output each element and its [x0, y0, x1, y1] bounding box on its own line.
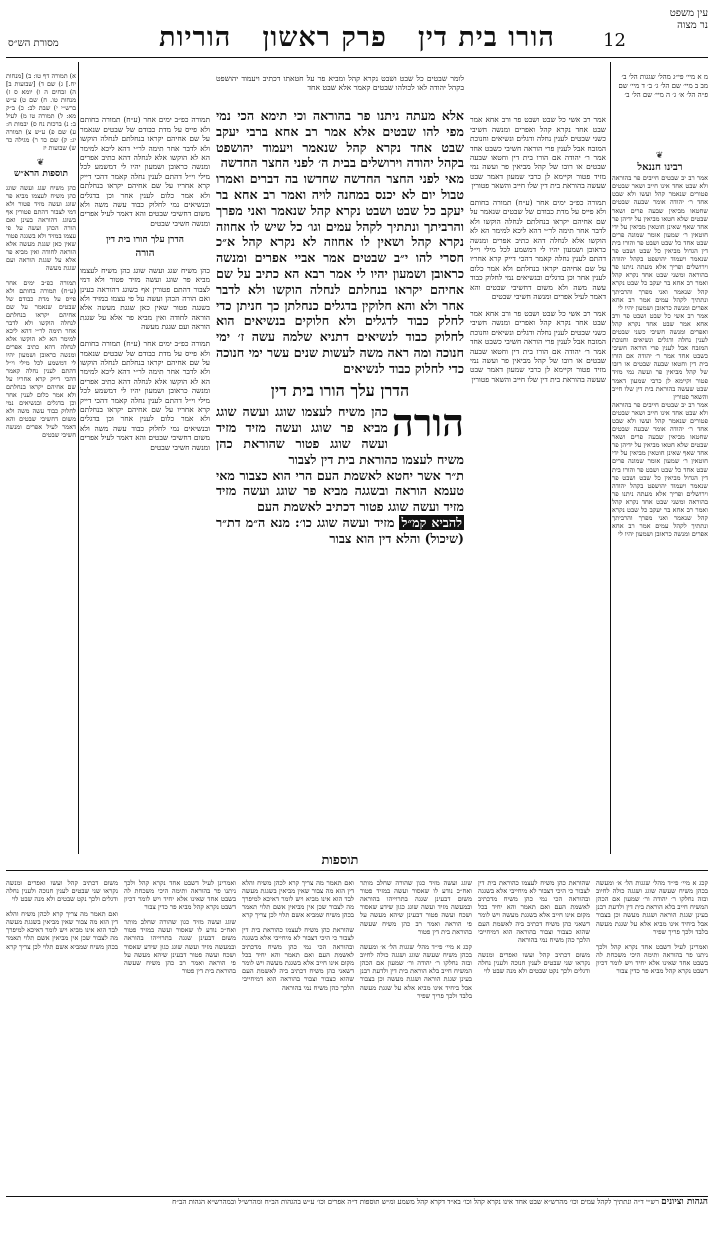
ornament-divider: ❦ — [655, 151, 665, 161]
bottom-text-1: קכג א מיי׳ פי״ד מהל׳ שגגות הל׳ א׳ ומעשה בכהן משיח שעשה שוגג ושגגה כולה לחיוב ובזה נחלקו ר׳ יהודה ור׳ שמעון אם הכהן המשיח חייב בלא הוראת בית דין ולדעת רבנן בעינן שגגת הוראה ושגגת מעשה וכן בצבור אבל ביחיד אינו מביא אלא על שגגת מעשה בלבד ולכך פריך שפיר — [596, 878, 708, 936]
column-divider — [78, 62, 79, 854]
column-divider — [610, 62, 611, 854]
rashi-top-text: לומר שבטים כל שבט ושבט נקרא קהל ומביא פר על חטאתו דכתיב ויעמוד יהושפט בקהל יהודה לאו לכולהו שבטים קאמר אלא שבט אחד — [216, 73, 464, 93]
chapter-end-heading: הדרן עלך הורו בית דין — [270, 380, 410, 400]
masoret-hashas-refs: א) תמורה דף טו: ב) [מנחות יח.] ג) שם ד) [שבועות ב] ה) זבחים ה ו) יומא ס ז) מנחות טו. ח) שם ט) ע״ש ברש״י י) שבת לב: כ) ב״ק מא: ל) תמורה טו מ) לעיל ב: נ) ברכות נח ס) יבמות ח: ע) שם פ) ע״ש צ) תמורה יג: ק) שם כד ר) מגילה כד ש) שבועות יז — [6, 72, 76, 153]
bottom-text-5b: שוגג ועשה מזיד כגון שהורה שחלב מותר ואח״כ נודע לו שאסור ועשה במזיד פטור משום דבעינן שגגה בתרוייהו בהוראה ובמעשה מזיד ועשה שוגג כגון שידע שאסור ושכח ועשה פטור דבעינן שיהא מעשה על פי הוראה ואמר רב כהן משיח שעשה בהוראת בית דין פטור — [124, 918, 236, 976]
bottom-column-4 — [242, 872, 354, 1194]
bottom-text-2b: משום דכתיב קהל ועשו ואפרים ומנשה נקראו שני שבטים לענין חנוכה ולענין נחלה ודגלים ולכך נקט שבטים ולא מנה שבט לוי — [478, 950, 590, 976]
rashi-text: אמר רב אשי כל שבט ושבט פר ורב אחא אמר שבט אחד נקרא קהל ואפרים ומנשה חשיבי כשני שבטים לענין נחלה ודגלים ונשיאים וחנוכת המזבח אבל לענין פרי הוראה חשיבי כשבט אחד אמר ר׳ יהודה אם הורו בית דין וחטאו שבעה שבטים או רובו של קהל מביאין פר ועשה נמי מזיד פטור וקיימא לן כרבי שמעון דאמר שבט שעשה בהוראת בית דין שלו חייב והשאר פטורין — [470, 115, 606, 191]
bottom-text-6b: ואם תאמר מה צריך קרא לכהן משיח והלא דין הוא מה צבור שאין מביאין בשגגת מעשה לבד הוא אינו מביא ויש לומר דאיכא למיפרך מה לצבור שכן אין מביאין אשם תלוי תאמר בכהן משיח שמביא אשם תלוי לכן צריך קרא — [6, 909, 118, 951]
gemara-line-end: מזיד ועשה שוגג כו׳: מנא ה״מ דת״ר (שיכול) והלא דין הוא צבור — [216, 514, 464, 546]
mishnah-opening-word: הורה — [391, 400, 464, 446]
rabbenu-chananel-text-cont: אמר רב יב שבטים חייבים פר בהוראה ולא שבט אחד אינו חייב ושאר שבטים פטורים שנאמר קהל ועשו ולא שבט אחד ר׳ יהודה אומר שבעה שבטים שחטאו מביאין שבעה פרים ושאר שבטים שלא חטאו מביאין על ידיהן פר אחד שאף שאינן חוטאין מביאין על ידי חוטאין ר׳ שמעון אומר שמונה פרים שבט אחד כל שבט ושבט פר והורו בית דין הגדול מביאין כל שבט ושבט פר שנאמר ויעמוד יהושפט בקהל יהודה וירושלים ופריך אלא מעתה ניתנו פר בהוראה ומשני שבט אחד נקרא קהל ואמר רב אחא בר יעקב כל שבט נקרא קהל שנאמר ואני מפרך והרביתך ונתתיך לקהל עמים אמר רב אחא אפרים ומנשה כראובן ושמעון יהיו לי — [612, 400, 708, 539]
gemara-column — [216, 108, 464, 852]
tosafot-text-3: תמורה כפ״ב ימים אחר (ע״ח) תמורה בחותם ולא פייס על מדת כבודם של שבטים שנאמר על שם אחיהם יקראו בנחלתם לנחלה הוקשו ולא לדבר אחר תימה לר״י דהא ליכא למימר הא לא הוקשו אלא לנחלה דהא כתיב אפרים ומנשה כראובן ושמעון יהיו לי דמשמע לכל מילי וי״ל דהתם לענין נחלה קאמר דהכי דייק קרא אחריו על שם אחיהם יקראו בנחלתם ולא אמר כלום לענין אחר וכן בדגלים ובנשיאים נמי לחלוק כבוד עשה משה ולא משום דחשיבי שבטים והא דאמר לעיל אפרים ומנשה חשיבי שבטים — [80, 339, 210, 452]
rabbenu-chananel-column — [612, 150, 708, 850]
tosafot-text: תמורה כפ״ב ימים אחר (ע״ח) תמורה בחותם ולא פייס על מדת כבודם של שבטים שנאמר על שם אחיהם יקראו בנחלתם לנחלה הוקשו ולא לדבר אחר תימה לר״י דהא ליכא למימר הא לא הוקשו אלא לנחלה דהא כתיב אפרים ומנשה כראובן ושמעון יהיו לי דמשמע לכל מילי וי״ל דהתם לענין נחלה קאמר דהכי דייק קרא אחריו על שם אחיהם יקראו בנחלתם ולא אמר כלום לענין אחר וכן בדגלים ובנשיאים נמי לחלוק כבוד עשה משה ולא משום דחשיבי שבטים והא דאמר לעיל אפרים ומנשה חשיבי שבטים — [80, 115, 210, 228]
tosafot-banner: תוספות — [321, 853, 359, 868]
header-rule — [6, 57, 708, 58]
tosafot-harosh-text-2: תמורה כפ״ב ימים אחר (ע״ח) תמורה בחותם ולא פייס על מדת כבודם של שבטים שנאמר על שם אחיהם יקראו בנחלתם לנחלה הוקשו ולא לדבר אחר תימה לר״י דהא ליכא למימר הא לא הוקשו אלא לנחלה דהא כתיב אפרים ומנשה כראובן ושמעון יהיו לי דמשמע לכל מילי וי״ל דהתם לענין נחלה קאמר דהכי דייק קרא אחריו על שם אחיהם יקראו בנחלתם ולא אמר כלום לענין אחר וכן בדגלים ובנשיאים נמי לחלוק כבוד עשה משה ולא משום דחשיבי שבטים והא דאמר לעיל אפרים ומנשה חשיבי שבטים — [6, 278, 76, 439]
footer-text: רש״י ד״ה ונתתיך לקהל עמים וכו׳ מהרש״א שבט אחד אינו נקרא קהל וכו׳ בא״ד דקרא קהל משמע ומ״ש תוספות ד״ה אפרים וכו׳ ע״ש בהגהות הב״ח ומהרש״ל ובמהרש״א — [207, 1198, 659, 1206]
left-margin-notes — [6, 66, 76, 852]
bottom-text-1b: ואמרינן לעיל דשבט אחד נקרא קהל ולכך ניתנו פר בהוראה ותימה היכי משכחת לה בשבט אחד שאינו אלא יחיד ויש לומר דכיון דשבט נקרא קהל מביא פר כדין צבור — [596, 942, 708, 976]
highlighted-phrase: להביא קמ״ל — [401, 514, 463, 530]
bottom-text-6: משום דכתיב קהל ועשו ואפרים ומנשה נקראו שני שבטים לענין חנוכה ולענין נחלה ודגלים ולכך נקט שבטים ולא מנה שבט לוי — [6, 878, 118, 903]
gemara-body: מאי לפני החצר החדשה שחדשו בה דברים ואמרו טבול יום לא יכנס במחנה לויה ואמר רב אחא בר יעקב כל שבט ושבט נקרא קהל שנאמר ואני מפרך והרביתך ונתתיך לקהל עמים וגו׳ כל שיש לו אחוזה נקרא קהל ושאין לו אחוזה לא נקרא קהל א״כ חסרי להו י״ב שבטים אמר אביי אפרים ומנשה כראובן ושמעון יהיו לי אמר רבא הא כתיב על שם אחיהם יקראו בנחלתם לנחלה הוקשו ולא לדבר אחר ולא והא חלוקין בדגלים כנחלתן כך חניתן כדי לחלק כבוד לדגלים ולא חלוקים בנשיאים הוא לחלוק כבוד לנשיאים דתניא שלמה עשה ז׳ ימי חנוכה ומה ראה משה לעשות שנים עשר ימי חנוכה כדי לחלוק כבוד לנשיאים — [216, 171, 464, 376]
bottom-text-3b: קכג א מיי׳ פי״ד מהל׳ שגגות הל׳ א׳ ומעשה בכהן משיח שעשה שוגג ושגגה כולה לחיוב ובזה נחלקו ר׳ יהודה ור׳ שמעון אם הכהן המשיח חייב בלא הוראת בית דין ולדעת רבנן בעינן שגגת הוראה ושגגת מעשה וכן בצבור אבל ביחיד אינו מביא אלא על שגגת מעשה בלבד ולכך פריך שפיר — [360, 942, 472, 1000]
ein-mishpat-label: עין משפט נר מצוה — [669, 8, 708, 31]
bottom-column-2 — [478, 872, 590, 1194]
bottom-column-6 — [6, 872, 118, 1194]
bottom-column-5 — [124, 872, 236, 1194]
bottom-text-4: ואם תאמר מה צריך קרא לכהן משיח והלא דין הוא מה צבור שאין מביאין בשגגת מעשה לבד הוא אינו מביא ויש לומר דאיכא למיפרך מה לצבור שכן אין מביאין אשם תלוי תאמר בכהן משיח שמביא אשם תלוי לכן צריך קרא — [242, 878, 354, 920]
bottom-text-2: שהוראת כהן משיח לעצמו כהוראת בית דין לצבור כי היכי דצבור לא מיחייבי אלא בשגגה ובהוראה הכי נמי כהן משיח מדכתיב לאשמת העם ואם תאמר והא יחיד בכל מקום אינו חייב אלא בשגגת מעשה ויש לומר דשאני כהן משיח דכתיב ביה לאשמת העם שהוא כצבור וצבור בהוראה הוא דמיחייבי הלכך כהן משיח נמי בהוראה — [478, 878, 590, 945]
page-number: 12 — [603, 30, 626, 51]
bottom-column-3 — [360, 872, 472, 1194]
rabbenu-chananel-text: אמר רב יב שבטים חייבים פר בהוראה ולא שבט אחד אינו חייב ושאר שבטים פטורים שנאמר קהל ועשו ולא שבט אחד ר׳ יהודה אומר שבעה שבטים שחטאו מביאין שבעה פרים ושאר שבטים שלא חטאו מביאין על ידיהן פר אחד שאף שאינן חוטאין מביאין על ידי חוטאין ר׳ שמעון אומר שמונה פרים שבט אחד כל שבט ושבט פר והורו בית דין הגדול מביאין כל שבט ושבט פר שנאמר ויעמוד יהושפט בקהל יהודה וירושלים ופריך אלא מעתה ניתנו פר בהוראה ומשני שבט אחד נקרא קהל ואמר רב אחא בר יעקב כל שבט נקרא קהל שנאמר ואני מפרך והרביתך ונתתיך לקהל עמים אמר רב אחא אפרים ומנשה כראובן ושמעון יהיו לי — [612, 174, 708, 312]
ornament-divider-left: ❦ — [36, 157, 46, 168]
bottom-text-3: שוגג ועשה מזיד כגון שהורה שחלב מותר ואח״כ נודע לו שאסור ועשה במזיד פטור משום דבעינן שגגה בתרוייהו בהוראה ובמעשה מזיד ועשה שוגג כגון שידע שאסור ושכח ועשה פטור דבעינן שיהא מעשה על פי הוראה ואמר רב כהן משיח שעשה בהוראת בית דין פטור — [360, 878, 472, 936]
bottom-column-1 — [596, 872, 708, 1194]
masoret-label: מסורת הש״ס — [8, 38, 59, 49]
footer-rule — [6, 1196, 708, 1197]
rashi-text-2: תמורה כפ״ב ימים אחר (ע״ח) תמורה בחותם ולא פייס על מדת כבודם של שבטים שנאמר על שם אחיהם יקראו בנחלתם לנחלה הוקשו ולא לדבר אחר תימה לר״י דהא ליכא למימר הא לא הוקשו אלא לנחלה דהא כתיב אפרים ומנשה כראובן ושמעון יהיו לי דמשמע לכל מילי וי״ל דהתם לענין נחלה קאמר דהכי דייק קרא אחריו על שם אחיהם יקראו בנחלתם ולא אמר כלום לענין אחר וכן בדגלים ובנשיאים נמי לחלוק כבוד עשה משה ולא משום דחשיבי שבטים והא דאמר לעיל אפרים ומנשה חשיבי שבטים — [470, 198, 606, 302]
tosafot-text-2: כהן משיח שגג ועשה שוגג כהן משיח לעצמו מביא פר שוגג ועשה מזיד פטור ולא דמי לצבור דהתם פטורין אף בשוגג דהוראה בעינן ואם הורה הכהן ועשה על פי עצמו במזיד ולא בשגגה פטור שאין כאן שגגת מעשה אלא הוראה לחודה ואין מביא פר אלא על שגגת הוראה ועם שגגת מעשה — [80, 265, 210, 332]
tosafot-chapter-end: הדרן עלך הורו בית דין — [106, 234, 184, 245]
page-title: הורו בית דין פרק ראשון הוריות — [159, 22, 555, 53]
tosafot-mishnah-label: הורה — [135, 248, 155, 260]
ein-mishpat-notes — [612, 66, 708, 146]
tosafot-harosh-heading: תוספות הרא״ש — [14, 168, 68, 179]
bottom-text-4b: שהוראת כהן משיח לעצמו כהוראת בית דין לצבור כי היכי דצבור לא מיחייבי אלא בשגגה ובהוראה הכי נמי כהן משיח מדכתיב לאשמת העם ואם תאמר והא יחיד בכל מקום אינו חייב אלא בשגגת מעשה ויש לומר דשאני כהן משיח דכתיב ביה לאשמת העם שהוא כצבור וצבור בהוראה הוא דמיחייבי הלכך כהן משיח נמי בהוראה — [242, 926, 354, 992]
rabbenu-chananel-heading: רבינו חננאל — [637, 162, 683, 174]
tosafot-harosh-text: כהן משיח שגג ועשה שוגג כהן משיח לעצמו מביא פר שוגג ועשה מזיד פטור ולא דמי לצבור דהתם פטורין אף בשוגג דהוראה בעינן ואם הורה הכהן ועשה על פי עצמו במזיד ולא בשגגה פטור שאין כאן שגגת מעשה אלא הוראה לחודה ואין מביא פר אלא על שגגת הוראה ועם שגגת מעשה — [6, 184, 76, 273]
rashi-column — [470, 108, 606, 852]
gemara-intro: אלא מעתה ניתנו פר בהוראה וכי תימא הכי נמי מפי להו שבטים אלא אמר רב אחא ברבי יעקב שבט אחד נקרא קהל שנאמר ויעמוד יהושפט בקהל יהודה וירושלים בבית ה׳ לפני החצר החדשה — [216, 108, 464, 171]
hagahot-label: הגהות הב״ח — [172, 1198, 206, 1206]
right-margin-text: אמר רב אשי כל שבט ושבט פר ורב אחא אמר שבט אחד נקרא קהל ואפרים ומנשה חשיבי כשני שבטים לענין נחלה ודגלים ונשיאים וחנוכת המזבח אבל לענין פרי הוראה חשיבי כשבט אחד אמר ר׳ יהודה אם הורו בית דין וחטאו שבעה שבטים או רובו של קהל מביאין פר ועשה נמי מזיד פטור וקיימא לן כרבי שמעון דאמר שבט שעשה בהוראת בית דין שלו חייב והשאר פטורין — [612, 311, 708, 401]
bottom-text-5: ואמרינן לעיל דשבט אחד נקרא קהל ולכך ניתנו פר בהוראה ותימה היכי משכחת לה בשבט אחד שאינו אלא יחיד ויש לומר דכיון דשבט נקרא קהל מביא פר כדין צבור — [124, 878, 236, 912]
ein-mishpat-text: מ א מיי׳ פי״ג מהל׳ שגגות הל׳ ב׳ מב ב מיי׳ שם הל׳ ג׳ ב׳ ד מיי׳ שם פ״ה הל׳ א׳ ג׳ ה מיי׳ שם הל׳ ב׳ — [618, 73, 708, 99]
tosafot-column — [80, 108, 210, 852]
gemara-body-2: ת״ר אשר יחטא לאשמת העם הרי הוא כצבור מאי טעמא הוראה ובשגגה מביא פר שוגג ועשה מזיד מזיד ועשה שוגג פטור דכתיב לאשמת העם — [216, 467, 464, 515]
section-rule — [6, 870, 708, 871]
mishnah-text: כהן משיח לעצמו שוגג ועשה שוגג מביא פר שוגג ועשה מזיד מזיד ועשה שוגג פטור שהוראת כהן משיח לעצמו כהוראת בית דין לצבור — [216, 404, 464, 467]
bottom-commentary — [6, 872, 708, 1194]
rashi-top-block — [216, 66, 464, 106]
footer-label: הגהות וציונים — [661, 1198, 708, 1207]
footer-notes — [6, 1198, 708, 1228]
rashi-text-3: אמר רב אשי כל שבט ושבט פר ורב אחא אמר שבט אחד נקרא קהל ואפרים ומנשה חשיבי כשני שבטים לענין נחלה ודגלים ונשיאים וחנוכת המזבח אבל לענין פרי הוראה חשיבי כשבט אחד אמר ר׳ יהודה אם הורו בית דין וחטאו שבעה שבטים או רובו של קהל מביאין פר ועשה נמי מזיד פטור וקיימא לן כרבי שמעון דאמר שבט שעשה בהוראת בית דין שלו חייב והשאר פטורין — [470, 308, 606, 384]
page-header — [0, 0, 714, 58]
